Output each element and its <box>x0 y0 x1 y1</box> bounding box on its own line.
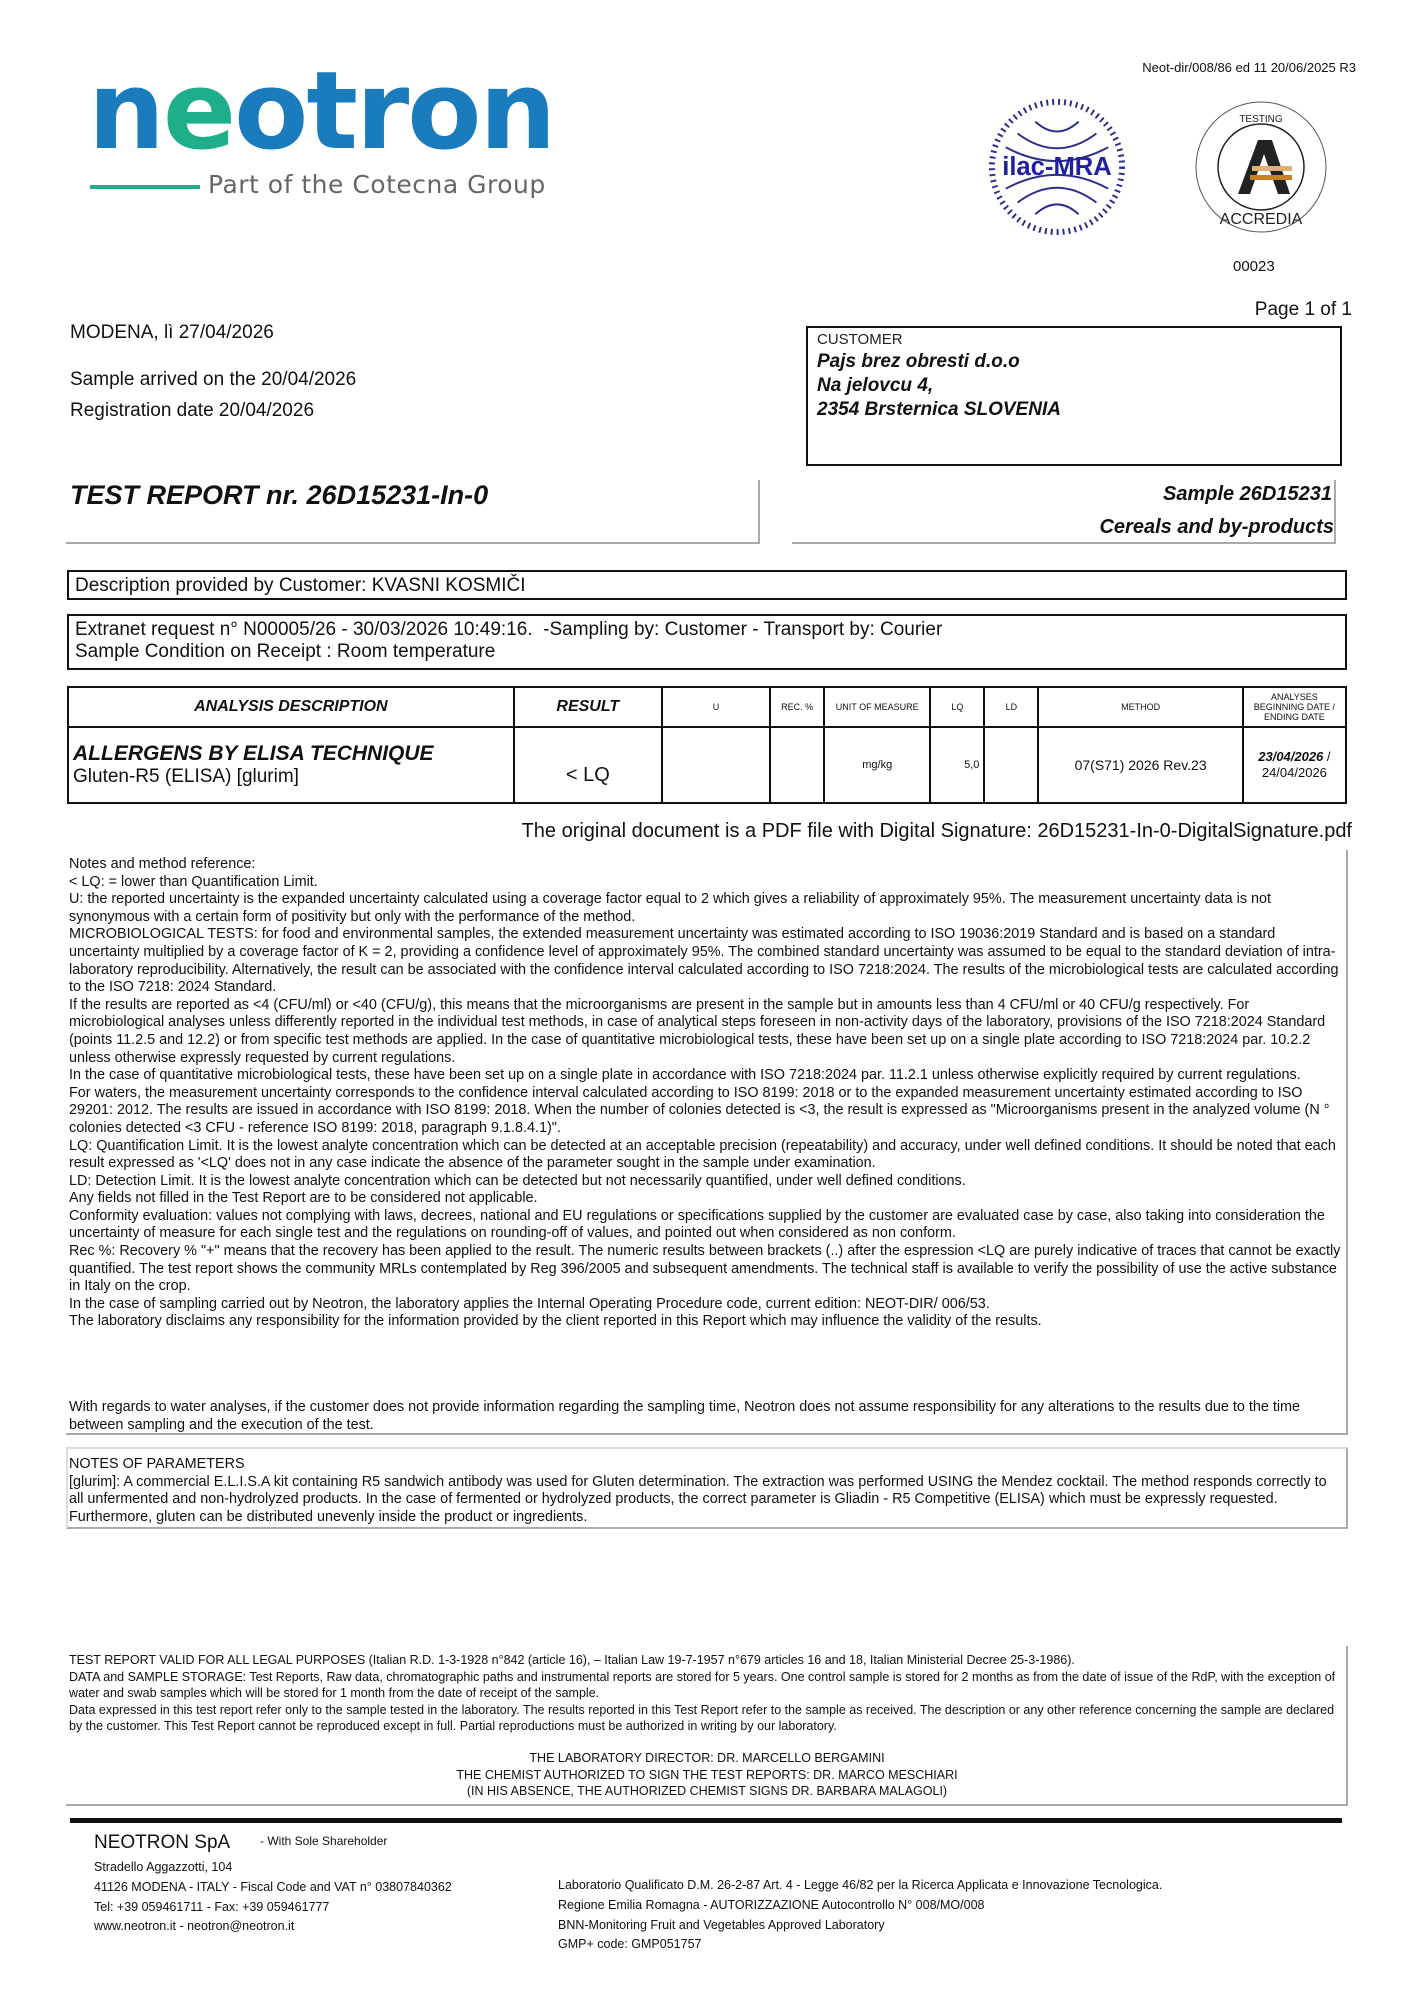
note-paragraph: < LQ: = lower than Quantification Limit. <box>69 873 318 890</box>
parameter-notes <box>69 1456 1343 1526</box>
legal-line: TEST REPORT VALID FOR ALL LEGAL PURPOSES (Italian R.D. 1-3-1928 n°842 (article 16), – Italian Law 19-7-1957 n°679 articles 16 and 18, Italian Ministerial Decree 25-3-1986). <box>69 1653 1075 1667</box>
registration-date: Registration date 20/04/2026 <box>70 400 315 421</box>
legal-line: DATA and SAMPLE STORAGE: Test Reports, Raw data, chromatographic paths and instrumental reports are stored for 5 years. One control sample is stored for 2 months as from the date of issue of the RdP, with the exception of water and swab samples which will be stored for 1 month from the date of receipt of the sample. <box>69 1669 1336 1700</box>
sample-id: Sample 26D15231 <box>1162 483 1332 505</box>
begin-date: 23/04/2026 <box>1258 749 1324 764</box>
company-shareholder: - With Sole Shareholder <box>260 1834 388 1848</box>
legal-section <box>69 1652 1343 1735</box>
accredia-top-text: TESTING <box>1239 114 1283 125</box>
col-result: RESULT <box>514 687 662 727</box>
place-date: MODENA, lì 27/04/2026 <box>70 322 274 343</box>
accredia-bottom-text: ACCREDIA <box>1219 211 1303 228</box>
col-method: METHOD <box>1038 687 1242 727</box>
customer-city: 2354 Brsternica SLOVENIA <box>817 399 1061 420</box>
note-paragraph: U: the reported uncertainty is the expanded uncertainty calculated using a coverage factor equal to 2 which gives a reliability of approximately 95%. The measurement uncertainty data is not synonymous with a certain form of positivity but only with the performance of the method. <box>69 891 1272 925</box>
col-rec: REC. % <box>770 687 824 727</box>
signature-chemist: THE CHEMIST AUTHORIZED TO SIGN THE TEST REPORTS: DR. MARCO MESCHIARI <box>456 1767 958 1782</box>
date-separator: / <box>1323 749 1331 764</box>
report-title: TEST REPORT nr. 26D15231-In-0 <box>70 480 489 510</box>
rec-cell <box>770 727 824 803</box>
note-paragraph: Rec %: Recovery % "+" means that the recovery has been applied to the result. The numeric results between brackets (..) after the espression <LQ are purely indicative of traces that cannot be exactly quantified. The test report shows the community MRLs contemplated by Reg 396/2005 and subsequent amendments. The technical staff is available to verify the possibility of use the active substance in Italy on the crop. <box>69 1243 1341 1295</box>
signature-substitute: (IN HIS ABSENCE, THE AUTHORIZED CHEMIST SIGNS DR. BARBARA MALAGOLI) <box>466 1784 948 1798</box>
logo-tagline: Part of the Cotecna Group <box>208 170 546 199</box>
ilac-label: ilac-MRA <box>1002 152 1112 181</box>
customer-street: Na jelovcu 4, <box>817 375 934 396</box>
website-email[interactable]: www.neotron.it - neotron@neotron.it <box>94 1919 295 1934</box>
unit-cell: mg/kg <box>824 727 930 803</box>
sample-category: Cereals and by-products <box>1099 516 1334 538</box>
note-paragraph: LD: Detection Limit. It is the lowest analyte concentration which can be detected but not necessarily quantified, under well defined conditions. <box>69 1172 966 1189</box>
parameter-notes-text: [glurim]: A commercial E.L.I.S.A kit containing R5 sandwich antibody was used for Gluten determination. The extraction was performed USING the Mendez cocktail. The method responds correctly to all unfermented and non-hydrolyzed products. In the case of fermented or hydrolyzed products, the correct parameter is Gliadin - R5 Competitive (ELISA) which must be expressly requested. Furthermore, gluten can be distributed unevenly inside the product or ingredients. <box>69 1473 1327 1525</box>
analysis-parameter: Gluten-R5 (ELISA) [glurim] <box>73 766 299 787</box>
note-paragraph: Any fields not filled in the Test Report are to be considered not applicable. <box>69 1190 538 1207</box>
customer-description: Description provided by Customer: KVASNI KOSMIČI <box>67 570 1347 600</box>
notes-section <box>69 856 1343 1331</box>
logo-letter-n: n <box>88 49 163 174</box>
analysis-table <box>67 686 1347 804</box>
method-cell: 07(S71) 2026 Rev.23 <box>1038 727 1242 803</box>
sample-arrived-date: Sample arrived on the 20/04/2026 <box>70 369 357 390</box>
accreditation-number: 00023 <box>1233 258 1275 275</box>
col-analysis-description: ANALYSIS DESCRIPTION <box>68 687 514 727</box>
signatures <box>66 1750 1348 1800</box>
sample-condition: Sample Condition on Receipt : Room temperature <box>75 641 496 662</box>
end-date: 24/04/2026 <box>1261 765 1327 780</box>
logo-wordmark <box>88 49 555 174</box>
table-header-row <box>68 687 1346 727</box>
result-cell <box>514 727 662 803</box>
extranet-request-box <box>67 614 1347 670</box>
company-name: NEOTRON SpA <box>94 1832 231 1853</box>
customer-box <box>806 326 1342 466</box>
page-indicator: Page 1 of 1 <box>1254 299 1352 320</box>
col-ld: LD <box>984 687 1038 727</box>
legal-line: Data expressed in this test report refer only to the sample tested in the laboratory. The results reported in this Test Report refer to the sample as received. The description or any other reference concerning the sample are declared by the customer. This Test Report cannot be reproduced except in full. Partial reproductions must be authorized in writing by our laboratory. <box>69 1702 1335 1733</box>
accredia-testing-icon <box>1194 100 1328 234</box>
note-paragraph: Conformity evaluation: values not complying with laws, decrees, national and EU regulations or specifications supplied by the customer are evaluated case by case, also taking into consideration the uncertainty of measure for each single test and the regulations on rounding-off of values, and pointed out when considered as non conform. <box>69 1207 1325 1242</box>
col-lq: LQ <box>930 687 984 727</box>
table-row <box>68 727 1346 803</box>
lq-cell: 5,0 <box>930 727 984 803</box>
logo-letter-e: e <box>162 49 235 174</box>
note-paragraph: MICROBIOLOGICAL TESTS: for food and environmental samples, the extended measurement uncertainty was estimated according to ISO 19036:2019 Standard and is based on a standard uncertainty multiplied by a coverage factor of K = 2, providing a confidence level of approximately 95%. The combined standard uncertainty was assumed to be equal to the standard deviation of intra-laboratory reproducibility. Alternatively, the result can be associated with the confidence interval calculated according to ISO 7218:2024. The results of the microbiological tests are calculated according to the ISO 7218: 2024 Standard. <box>69 926 1339 996</box>
lab-line: Laboratorio Qualificato D.M. 26-2-87 Art. 4 - Legge 46/82 per la Ricerca Applicata e Innovazione Tecnologica. <box>558 1878 1163 1892</box>
u-cell <box>662 727 770 803</box>
analysis-group: ALLERGENS BY ELISA TECHNIQUE <box>73 742 434 765</box>
lab-line: GMP+ code: GMP051757 <box>558 1937 702 1952</box>
address-line: Stradello Aggazzotti, 104 <box>94 1860 233 1874</box>
col-unit: UNIT OF MEASURE <box>824 687 930 727</box>
note-paragraph: LQ: Quantification Limit. It is the lowest analyte concentration which can be detected at an acceptable precision (repeatability) and accuracy, under well defined conditions. It should be noted that each result expressed as '<LQ' does not in any case indicate the absence of the parameter sought in the sample under examination. <box>69 1137 1336 1172</box>
ilac-mra-icon <box>988 98 1126 236</box>
water-analysis-notice: With regards to water analyses, if the customer does not provide information regarding the sampling time, Neotron does not assume responsibility for any alterations to the results due to the time between sampling and the execution of the test. <box>69 1399 1301 1433</box>
result-value: < LQ <box>565 763 610 786</box>
note-paragraph: The laboratory disclaims any responsibility for the information provided by the client reported in this Report which may influence the validity of the results. <box>69 1313 1042 1330</box>
lab-qualifications <box>558 1876 1162 1955</box>
logo-underline <box>90 185 200 189</box>
analysis-description-cell <box>68 727 514 803</box>
customer-name: Pajs brez obresti d.o.o <box>817 351 1020 372</box>
signature-director: THE LABORATORY DIRECTOR: DR. MARCELLO BERGAMINI <box>529 1751 885 1765</box>
ld-cell <box>984 727 1038 803</box>
col-u: U <box>662 687 770 727</box>
note-paragraph: In the case of quantitative microbiological tests, these have been set up on a single plate in accordance with ISO 7218:2024 par. 11.2.1 unless otherwise explicitly required by current regulations. <box>69 1067 1301 1084</box>
digital-signature-note: The original document is a PDF file with Digital Signature: 26D15231-In-0-DigitalSignature.pdf <box>521 820 1352 842</box>
company-address <box>94 1858 452 1937</box>
note-paragraph: Notes and method reference: <box>69 856 256 872</box>
extranet-request: Extranet request n° N00005/26 - 30/03/2026 10:49:16. -Sampling by: Customer - Transport by: Courier <box>75 619 943 640</box>
dates-cell <box>1243 727 1346 803</box>
document-code: Neot-dir/008/86 ed 11 20/06/2025 R3 <box>1142 60 1356 75</box>
footer-divider <box>70 1818 1342 1823</box>
customer-label: CUSTOMER <box>817 331 903 348</box>
logo-letters-otron: otron <box>234 49 555 174</box>
lab-line: Regione Emilia Romagna - AUTORIZZAZIONE Autocontrollo N° 008/MO/008 <box>558 1897 985 1912</box>
lab-line: BNN-Monitoring Fruit and Vegetables Approved Laboratory <box>558 1917 885 1932</box>
address-line: Tel: +39 059461711 - Fax: +39 059461777 <box>94 1899 330 1914</box>
customer-address <box>817 350 1061 422</box>
neotron-logo <box>88 49 588 212</box>
note-paragraph: In the case of sampling carried out by Neotron, the laboratory applies the Internal Operating Procedure code, current edition: NEOT-DIR/ 006/53. <box>69 1295 990 1312</box>
parameter-notes-title: NOTES OF PARAMETERS <box>69 1456 245 1472</box>
col-dates: ANALYSES BEGINNING DATE / ENDING DATE <box>1243 687 1346 727</box>
address-line: 41126 MODENA - ITALY - Fiscal Code and VAT n° 03807840362 <box>94 1879 452 1894</box>
note-paragraph: If the results are reported as <4 (CFU/ml) or <40 (CFU/g), this means that the microorganisms are present in the sample but in amounts less than 4 CFU/ml or 40 CFU/g respectively. For microbiological analyses unless differently reported in the individual test methods, in case of analytical steps foreseen in non-activity days of the laboratory, provisions of the ISO 7218:2024 Standard (points 11.2.5 and 12.2) or from specific test methods are applied. In the case of quantitative microbiological tests, these have been set up on a single plate according to ISO 7218:2024 par. 10.2.2 unless otherwise expressly requested by current regulations. <box>69 996 1326 1066</box>
note-paragraph: For waters, the measurement uncertainty corresponds to the confidence interval calculated according to ISO 8199: 2018 or to the expanded measurement uncertainty estimated according to ISO 29201: 2012. The results are issued in accordance with ISO 8199: 2018. When the number of colonies detected is <3, the result is expressed as "Microorganisms present in the analyzed volume (N ° colonies detected <3 CFU - reference ISO 8199: 2018, paragraph 9.1.8.4.1)". <box>69 1084 1330 1136</box>
